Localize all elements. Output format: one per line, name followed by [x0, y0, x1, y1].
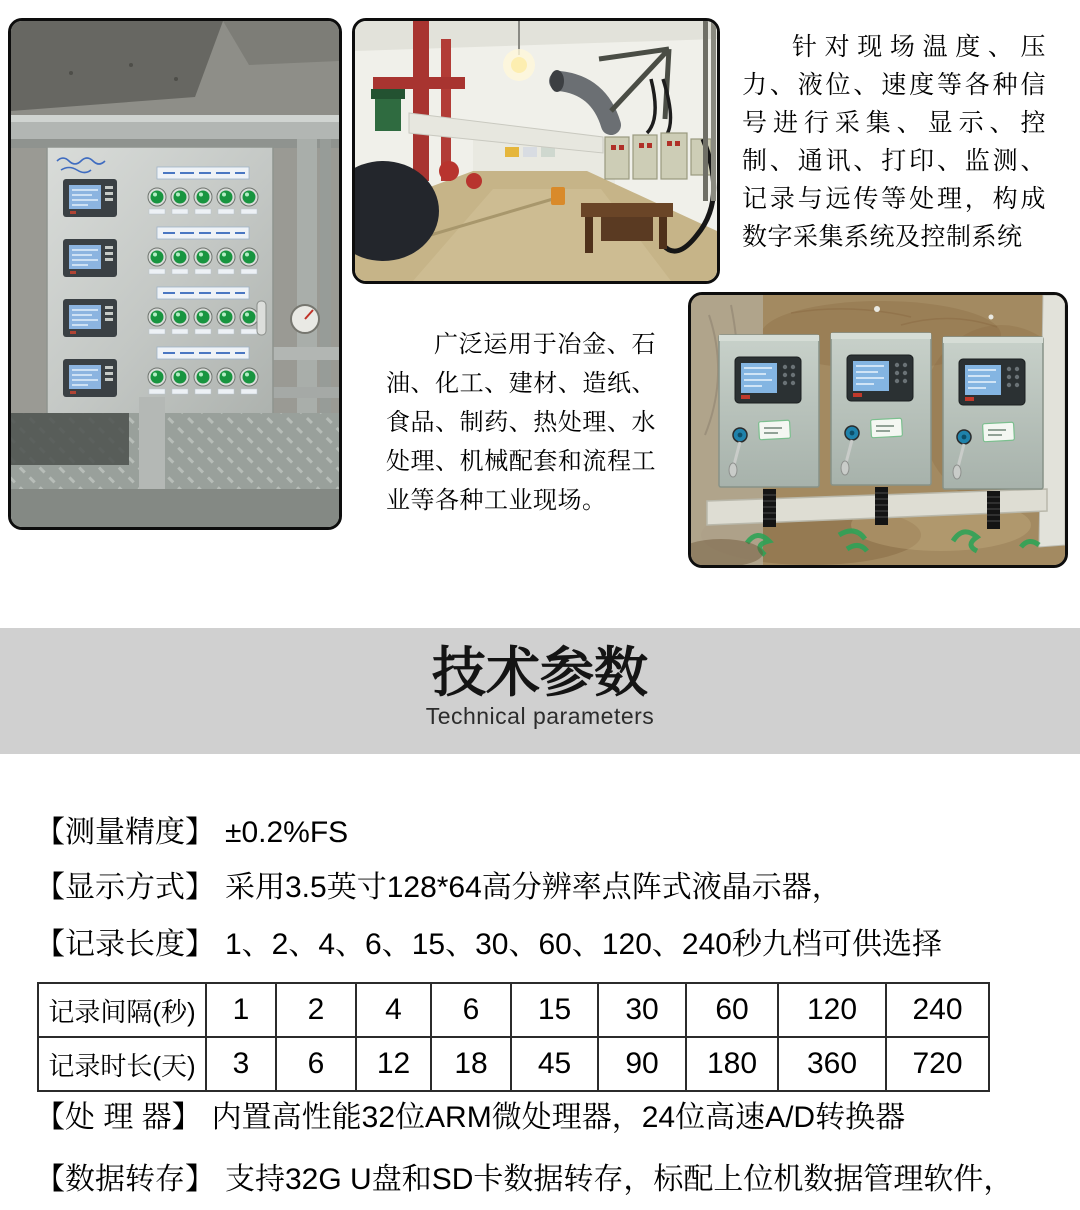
table-cell: 30	[598, 983, 686, 1037]
spec-value: 1、2、4、6、15、30、60、120、240秒九档可供选择	[225, 928, 942, 961]
spec-row-data-export	[35, 1158, 1013, 1202]
recorder-boxes-illustration	[691, 295, 1065, 565]
table-cell: 720	[886, 1037, 989, 1091]
table-cell: 60	[686, 983, 778, 1037]
spec-row-record-length	[35, 923, 942, 967]
table-cell: 90	[598, 1037, 686, 1091]
section-subtitle: Technical parameters	[425, 703, 655, 729]
table-cell: 2	[276, 983, 356, 1037]
table-cell: 3	[206, 1037, 276, 1091]
intro-paragraph-applications: 广泛运用于冶金、石油、化工、建材、造纸、食品、制药、热处理、水处理、机械配套和流程工业等各种工业现场。	[386, 331, 656, 514]
spec-value: 内置高性能32位ARM微处理器，24位高速A/D转换器	[211, 1101, 906, 1134]
spec-label: 【记录长度】	[35, 928, 215, 961]
table-cell: 6	[276, 1037, 356, 1091]
photo-recorder-boxes	[688, 292, 1068, 568]
section-title: 技术参数	[432, 643, 648, 703]
spec-label: 【测量精度】	[35, 816, 215, 849]
table-cell: 6	[431, 983, 511, 1037]
table-cell: 1	[206, 983, 276, 1037]
table-row-interval	[38, 983, 989, 1037]
table-cell: 4	[356, 983, 431, 1037]
intro-paragraph-signals: 针对现场温度、压力、液位、速度等各种信号进行采集、显示、控制、通讯、打印、监测、记录与远传等处理，构成数字采集系统及控制系统	[742, 33, 1046, 251]
table-cell: 12	[356, 1037, 431, 1091]
spec-label: 【显示方式】	[35, 871, 215, 904]
row-header-interval: 记录间隔(秒)	[38, 983, 206, 1037]
spec-row-accuracy	[35, 811, 348, 855]
table-cell: 120	[778, 983, 886, 1037]
record-interval-table	[37, 982, 990, 1092]
spec-row-display	[35, 866, 842, 910]
table-cell: 180	[686, 1037, 778, 1091]
table-cell: 18	[431, 1037, 511, 1091]
photo-control-panel	[8, 18, 342, 530]
table-cell: 360	[778, 1037, 886, 1091]
table-row-duration	[38, 1037, 989, 1091]
spec-value: 采用3.5英寸128*64高分辨率点阵式液晶示器，	[225, 871, 842, 904]
pump-room-illustration	[355, 21, 717, 281]
spec-label: 【数据转存】	[35, 1163, 215, 1196]
table-cell: 240	[886, 983, 989, 1037]
spec-value: 支持32G U盘和SD卡数据转存，标配上位机数据管理软件，	[225, 1163, 1014, 1196]
row-header-duration: 记录时长(天)	[38, 1037, 206, 1091]
section-banner	[0, 628, 1080, 754]
table-cell: 15	[511, 983, 598, 1037]
spec-label: 【处 理 器】	[35, 1101, 202, 1134]
control-panel-illustration	[11, 21, 339, 527]
photo-pump-room	[352, 18, 720, 284]
spec-row-processor	[35, 1096, 905, 1140]
table-cell: 45	[511, 1037, 598, 1091]
spec-value: ±0.2%FS	[225, 816, 349, 849]
